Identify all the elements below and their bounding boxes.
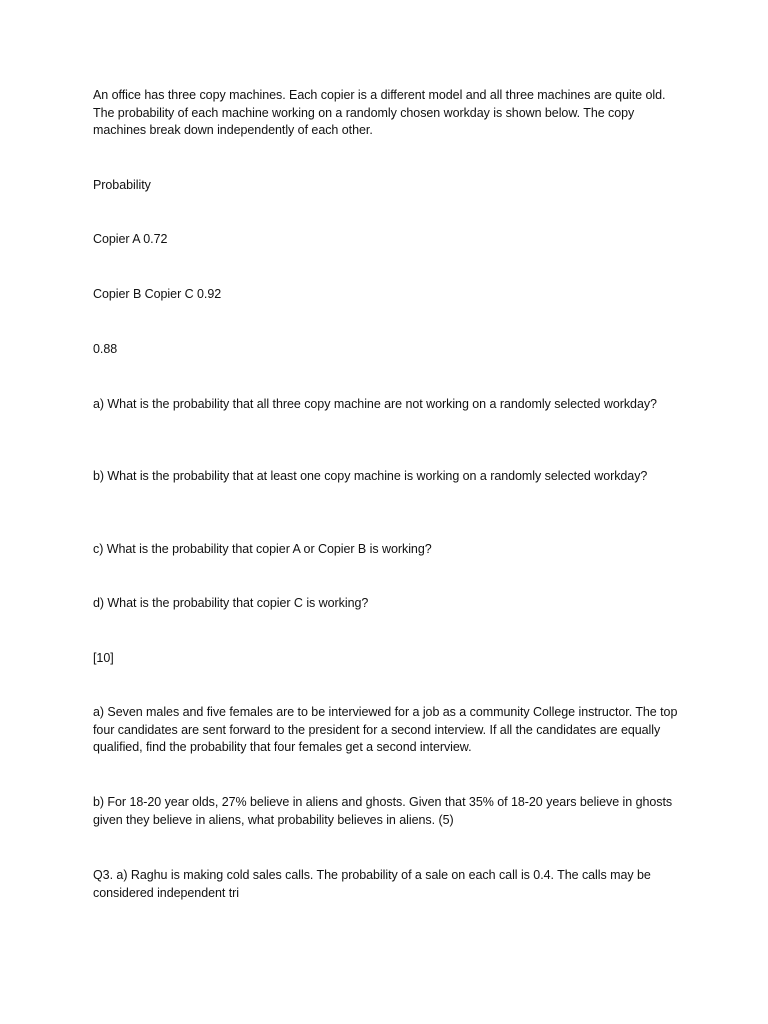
question-a: a) What is the probability that all three copy machine are not working on a randomly selected workday? (93, 397, 657, 411)
question-c: c) What is the probability that copier A or Copier B is working? (93, 542, 432, 556)
question-2a: a) Seven males and five females are to be interviewed for a job as a community College instructor. The top four candidates are sent forward to the president for a second interview. If all the candidates are equally qualified, find the probability that four females get a second interview. (93, 705, 681, 754)
marks-label: [10] (93, 651, 114, 665)
probability-heading: Probability (93, 178, 151, 192)
copier-a-line: Copier A 0.72 (93, 232, 168, 246)
copier-b-c-line: Copier B Copier C 0.92 (93, 287, 222, 301)
question-b: b) What is the probability that at least one copy machine is working on a randomly selected workday? (93, 469, 648, 483)
intro-paragraph: An office has three copy machines. Each copier is a different model and all three machines are quite old. The probability of each machine working on a randomly chosen workday is shown below. The copy machines break down independently of each other. (93, 88, 669, 137)
question-3a: Q3. a) Raghu is making cold sales calls. The probability of a sale on each call is 0.4. The calls may be considered independent tri (93, 868, 655, 900)
question-d: d) What is the probability that copier C is working? (93, 596, 369, 610)
question-2b: b) For 18-20 year olds, 27% believe in aliens and ghosts. Given that 35% of 18-20 years believe in ghosts given they believe in aliens, what probability believes in aliens. (5) (93, 795, 676, 827)
value-line: 0.88 (93, 342, 118, 356)
